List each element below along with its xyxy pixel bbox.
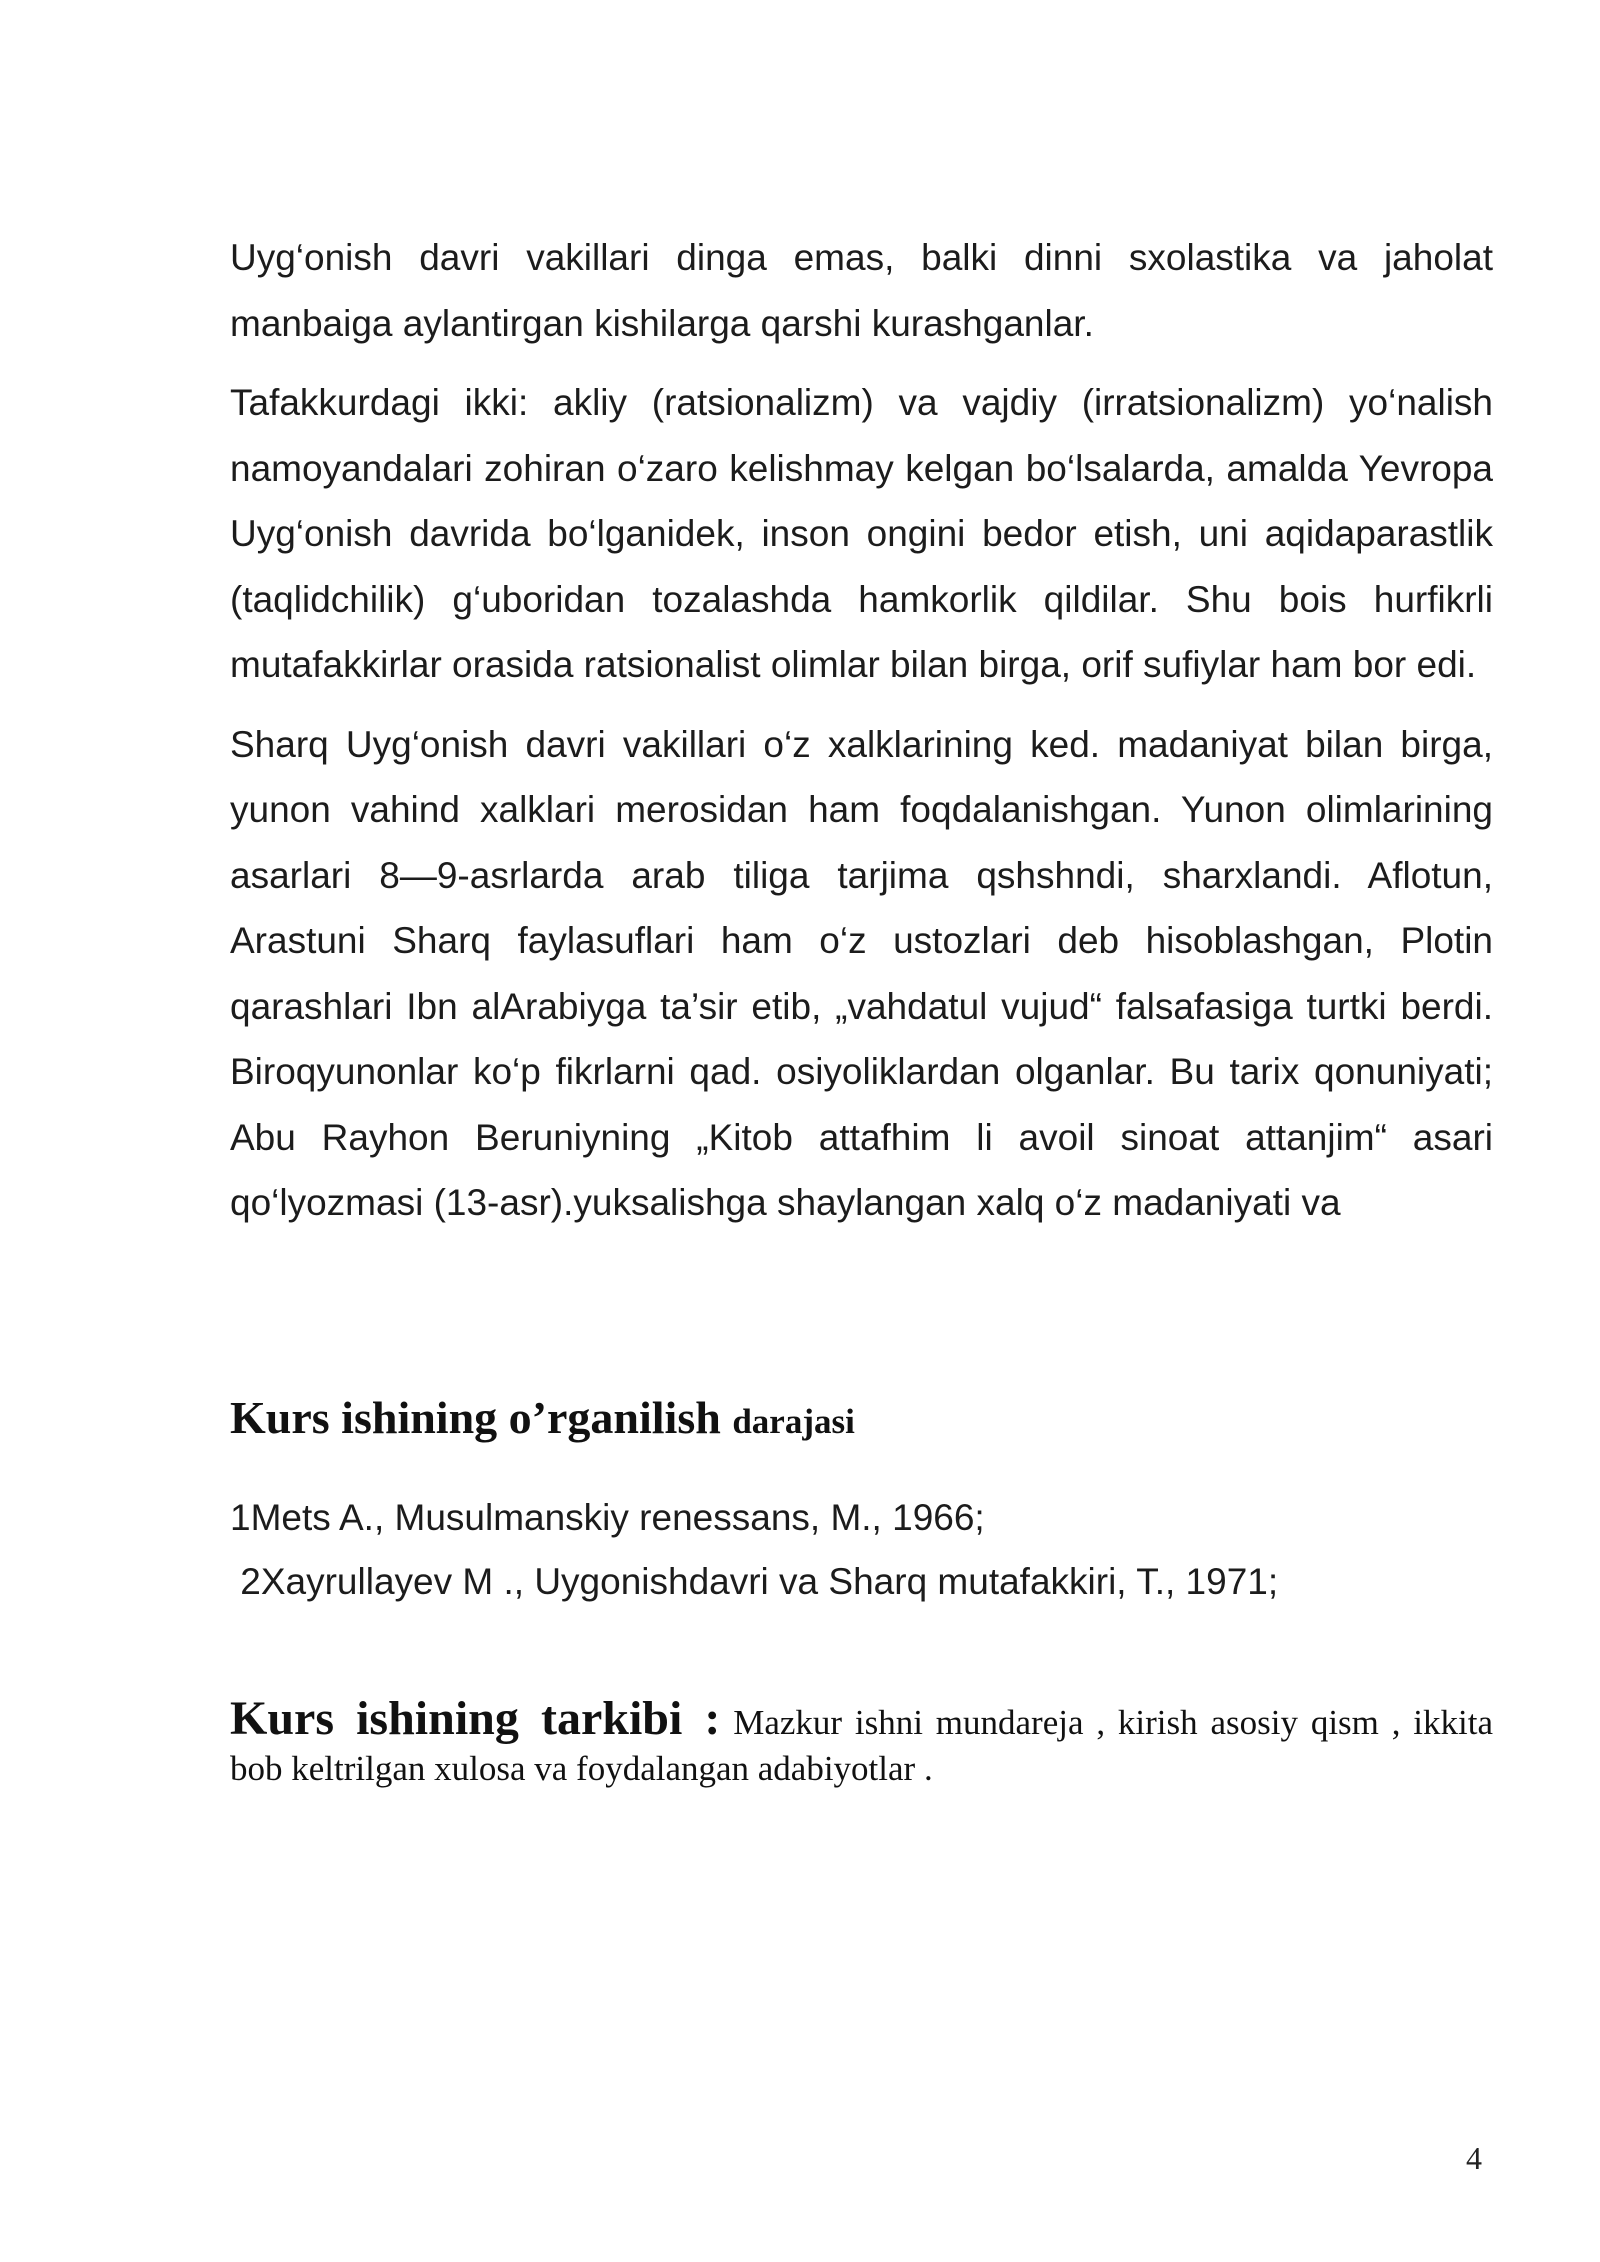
page-content bbox=[230, 225, 1493, 1792]
structure-heading: Kurs ishining tarkibi : bbox=[230, 1691, 721, 1745]
course-structure-paragraph bbox=[230, 1691, 1494, 1792]
reference-item: 2Xayrullayev M ., Uygonishdavri va Sharq mutafakkiri, T., 1971; bbox=[230, 1560, 1279, 1602]
paragraph-3: Sharq Uyg‘onish davri vakillari o‘z xalklarining ked. madaniyat bilan birga, yunon vahind xalklari merosidan ham foqdalanishgan. Yunon olimlarining asarlari 8—9-asrlarda arab tiliga tarjima qshshndi, sharxlandi. Aflotun, Arastuni Sharq faylasuflari ham o‘z ustozlari deb hisoblashgan, Plotin qarashlari Ibn alArabiyga ta’sir etib, „vahdatul vujud“ falsafasiga turtki berdi. Biroqyunonlar ko‘p fikrlarni qad. osiyoliklardan olganlar. Bu tarix qonuniyati; Abu Rayhon Beruniyning „Kitob attafhim li avoil sinoat attanjim“ asari qo‘lyozmasi (13-asr).yuksalishga shaylangan xalq o‘z madaniyati va bbox=[230, 723, 1493, 1223]
structure-text: Mazkur ishni mundareja , kirish asosiy qism , ikkita bob keltrilgan xulosa va foydalangan adabiyotlar . bbox=[230, 1702, 1494, 1788]
paragraph-1: Uyg‘onish davri vakillari dinga emas, balki dinni sxolastika va jaholat manbaiga aylantirgan kishilarga qarshi kurashganlar. bbox=[230, 237, 1493, 344]
section-heading-study-level bbox=[230, 1388, 1493, 1452]
reference-list bbox=[230, 1486, 1493, 1614]
heading-tail-text: darajasi bbox=[732, 1401, 855, 1441]
reference-item: 1Mets A., Musulmanskiy renessans, M., 1966; bbox=[230, 1496, 985, 1538]
paragraph-2: Tafakkurdagi ikki: akliy (ratsionalizm) va vajdiy (irratsionalizm) yo‘nalish namoyandalari zohiran o‘zaro kelishmay kelgan bo‘lsalarda, amalda Yevropa Uyg‘onish davrida bo‘lganidek, inson ongini bedor etish, uni aqidaparastlik (taqlidchilik) g‘uboridan tozalashda hamkorlik qildilar. Shu bois hurfikrli mutafakkirlar orasida ratsionalist olimlar bilan birga, orif sufiylar ham bor edi. bbox=[230, 382, 1493, 685]
page-number: 4 bbox=[1466, 2140, 1482, 2176]
heading-main-text: Kurs ishining o’rganilish bbox=[230, 1391, 721, 1443]
